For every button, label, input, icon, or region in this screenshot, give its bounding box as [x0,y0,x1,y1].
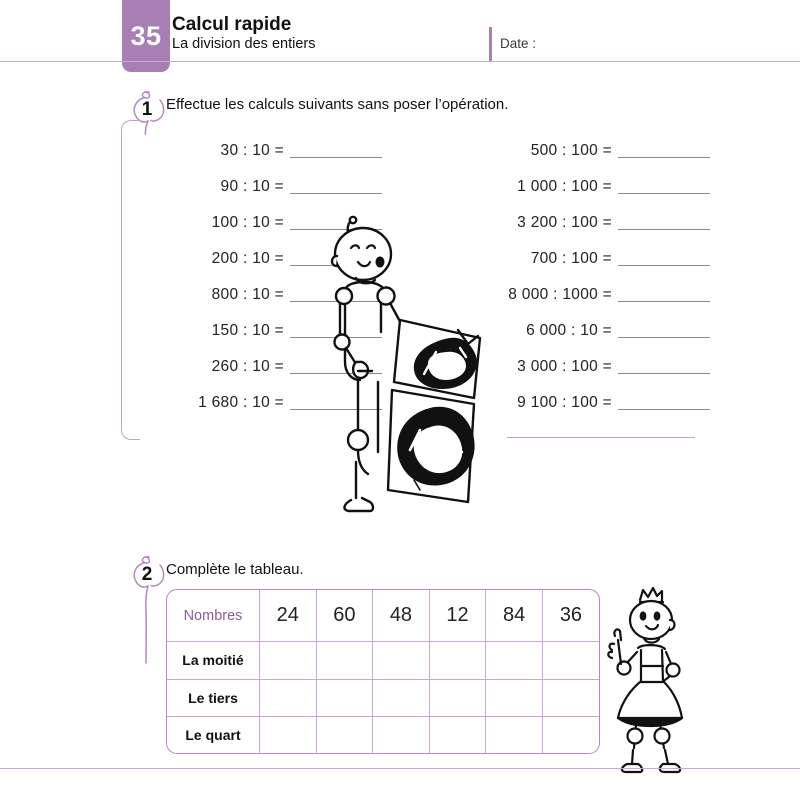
table-answer-cell[interactable] [486,679,543,716]
table-answer-cell[interactable] [429,642,486,679]
table-answer-cell[interactable] [429,717,486,753]
table-answer-cell[interactable] [486,717,543,753]
date-accent-bar [489,27,492,61]
exercise-1-instruction: Effectue les calculs suivants sans poser l’opération. [166,96,509,113]
calculation-right-expression: 700 : 100 = [530,250,612,267]
table-row [167,717,599,753]
table-number-cell: 12 [429,590,486,642]
robot-holding-sign-illustration [318,212,508,522]
calculation-right-expression: 9 100 : 100 = [517,394,612,411]
table-number-cell: 24 [260,590,317,642]
table-row-header: Le tiers [167,679,260,716]
table-number-cell: 60 [316,590,373,642]
table-row [167,590,599,642]
table-answer-cell[interactable] [260,679,317,716]
calculation-left-answer-blank[interactable] [290,180,382,194]
calculation-left-expression: 800 : 10 = [211,286,284,303]
table-row [167,642,599,679]
completion-table [166,589,600,754]
table-answer-cell[interactable] [373,679,430,716]
table-row [167,679,599,716]
calculation-left-row [142,169,382,205]
calculation-left-expression: 260 : 10 = [211,358,284,375]
calculation-right-answer-blank[interactable] [618,288,710,302]
footer-divider [0,768,800,769]
date-label: Date : [500,36,537,51]
calculation-right-expression: 3 000 : 100 = [517,358,612,375]
calculation-right-answer-blank[interactable] [618,216,710,230]
calculation-right-answer-blank[interactable] [618,360,710,374]
exercise-2-instruction: Complète le tableau. [166,561,304,578]
table-answer-cell[interactable] [260,717,317,753]
calculation-right-answer-blank[interactable] [618,396,710,410]
calculation-right-expression: 6 000 : 10 = [526,322,612,339]
calculation-left-expression: 100 : 10 = [211,214,284,231]
exercise-1-left-bracket [121,120,140,440]
calculation-right-answer-blank[interactable] [618,144,710,158]
table-answer-cell[interactable] [260,642,317,679]
table-answer-cell[interactable] [373,642,430,679]
table-number-cell: 84 [486,590,543,642]
table-number-cell: 48 [373,590,430,642]
calculation-right-expression: 8 000 : 1000 = [508,286,612,303]
calculation-left-expression: 90 : 10 = [220,178,284,195]
calculation-right-answer-blank[interactable] [618,252,710,266]
table-answer-cell[interactable] [316,717,373,753]
table-row-header: La moitié [167,642,260,679]
robot-princess-pointing-illustration [596,578,706,773]
exercise-1-number: 1 [141,99,153,120]
table-answer-cell[interactable] [316,679,373,716]
calculation-left-answer-blank[interactable] [290,144,382,158]
calculation-left-expression: 30 : 10 = [220,142,284,159]
calculation-left-row [142,133,382,169]
page-title: Calcul rapide [172,14,292,35]
page-subtitle: La division des entiers [172,36,316,53]
calculation-right-answer-blank[interactable] [618,180,710,194]
calculation-left-expression: 150 : 10 = [211,322,284,339]
calculation-right-answer-blank[interactable] [618,324,710,338]
table-row-header: Nombres [167,590,260,642]
table-answer-cell[interactable] [542,717,599,753]
table-row-header: Le quart [167,717,260,753]
calculation-right-expression: 500 : 100 = [530,142,612,159]
calculation-right-expression: 1 000 : 100 = [517,178,612,195]
header-titles [172,14,502,54]
table-number-cell: 36 [542,590,599,642]
page-number: 35 [130,21,162,51]
calculation-right-expression: 3 200 : 100 = [517,214,612,231]
exercise-2-number: 2 [141,564,153,585]
table-answer-cell[interactable] [542,642,599,679]
table-answer-cell[interactable] [542,679,599,716]
table-answer-cell[interactable] [373,717,430,753]
calculation-right-row [470,169,710,205]
header-divider [0,61,800,62]
table-answer-cell[interactable] [429,679,486,716]
table-answer-cell[interactable] [486,642,543,679]
table-answer-cell[interactable] [316,642,373,679]
exercise-1-right-rule [507,437,695,438]
calculation-left-expression: 200 : 10 = [211,250,284,267]
calculation-left-expression: 1 680 : 10 = [198,394,284,411]
calculation-right-row [470,133,710,169]
